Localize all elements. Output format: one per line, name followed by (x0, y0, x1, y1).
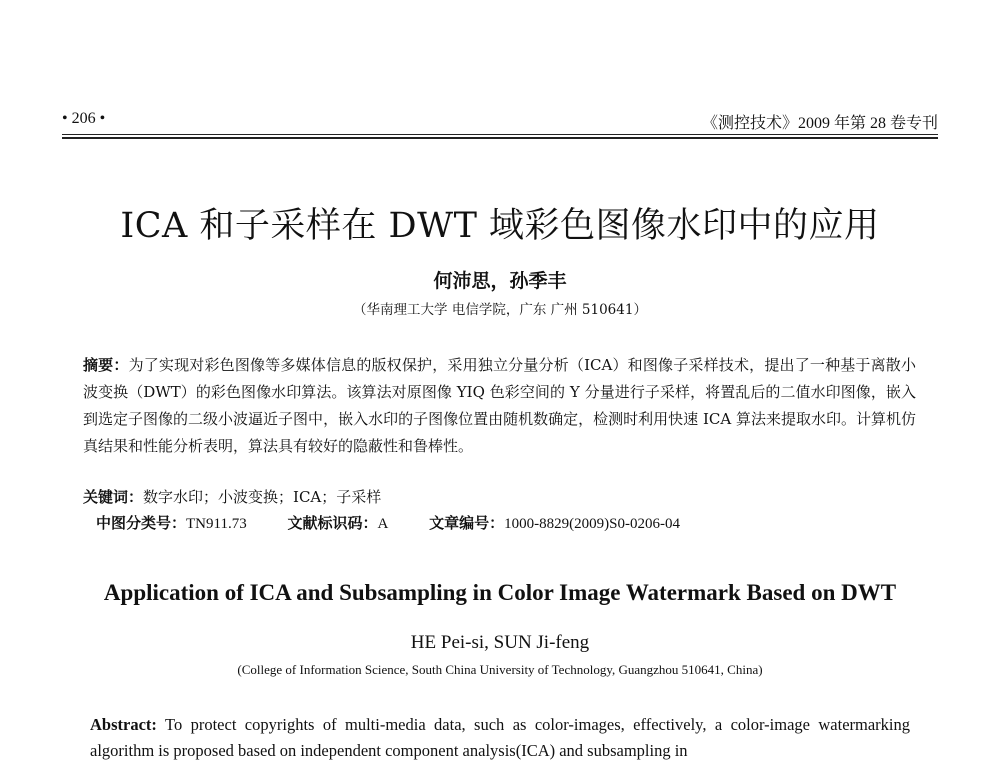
running-header (62, 110, 938, 132)
keywords-text: 数字水印；小波变换；ICA；子采样 (143, 488, 382, 506)
chinese-abstract (83, 352, 916, 460)
chinese-affiliation: （华南理工大学 电信学院，广东 广州 510641） (353, 302, 647, 318)
english-authors: HE Pei-si, SUN Ji-feng (410, 632, 590, 653)
article-no-value: 1000-8829(2009)S0-0206-04 (504, 516, 680, 532)
classification-line (96, 510, 916, 538)
english-title: Application of ICA and Subsampling in Color Image Watermark Based on DWT (103, 580, 897, 605)
article-no-label: 文章编号： (429, 514, 505, 532)
doc-code-label: 文献标识码： (287, 514, 378, 532)
chinese-keywords (83, 484, 916, 511)
english-abstract-text: To protect copyrights of multi-media data, such as color-images, effectively, a color-image watermarking algorithm is proposed based on independent component analysis(ICA) and subsampling in (90, 715, 911, 760)
english-affiliation: (College of Information Science, South China University of Technology, Guangzhou 510641, China) (237, 662, 763, 677)
doc-code-item (288, 514, 394, 532)
clc-value: TN911.73 (186, 516, 247, 532)
chinese-authors: 何沛思，孙季丰 (433, 270, 567, 292)
english-abstract-label: Abstract: (90, 715, 157, 734)
doc-code-value: A (377, 516, 389, 532)
header-rule-thin (62, 134, 938, 135)
clc-item (96, 514, 252, 532)
header-rule-thick (62, 137, 938, 139)
clc-label: 中图分类号： (96, 514, 187, 532)
chinese-abstract-label: 摘要： (83, 356, 129, 374)
chinese-abstract-text: 为了实现对彩色图像等多媒体信息的版权保护，采用独立分量分析（ICA）和图像子采样技术，提出了一种基于离散小波变换（DWT）的彩色图像水印算法。该算法对原图像 YIQ 色彩空间的 Y 分量进行子采样，将置乱后的二值水印图像，嵌入到选定子图像的二级小波逼近子图中，嵌入水印的子图像位置由随机数确定，检测时利用快速 ICA 算法来提取水印。计算机仿真结果和性能分析表明，算法具有较好的隐蔽性和鲁棒性。 (83, 356, 916, 455)
keywords-label: 关键词： (83, 488, 144, 506)
journal-title: 《测控技术》2009 年第 28 卷专刊 (701, 115, 938, 132)
page-number: • 206 • (62, 110, 106, 127)
chinese-title: ICA 和子采样在 DWT 域彩色图像水印中的应用 (120, 206, 880, 246)
article-no-item (429, 514, 680, 532)
english-abstract (90, 712, 910, 764)
